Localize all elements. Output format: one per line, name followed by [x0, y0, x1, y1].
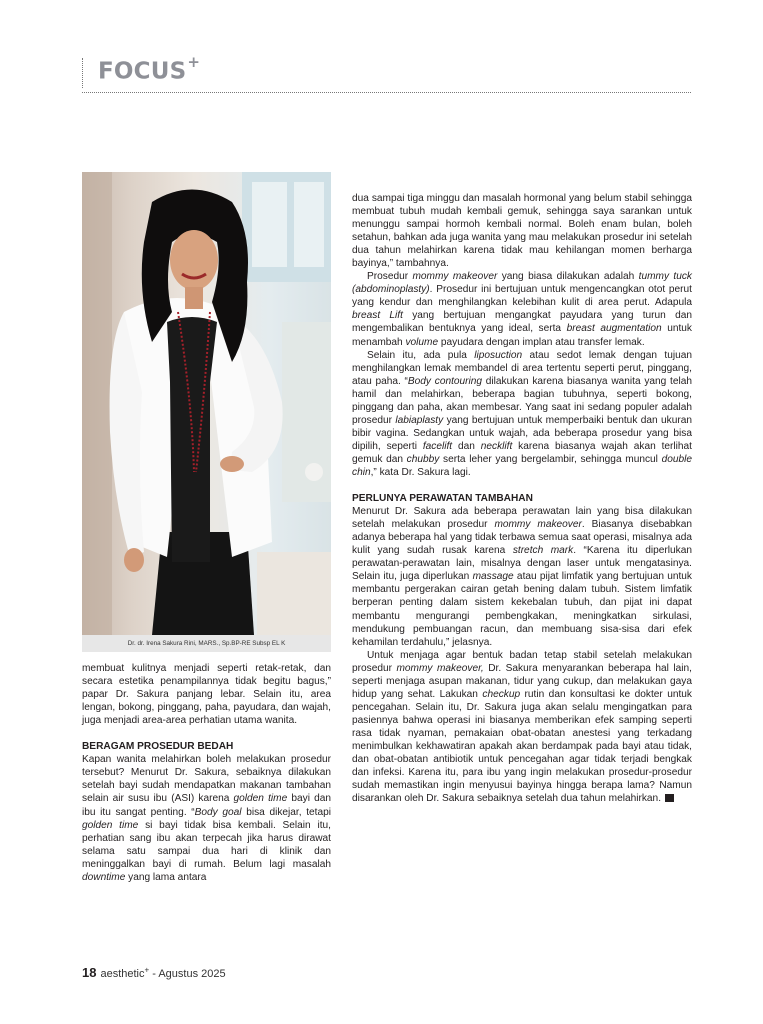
- section-title: FOCUS+: [98, 53, 201, 85]
- spacer: [82, 727, 331, 740]
- left-column: [82, 662, 331, 884]
- issue-date: - Agustus 2025: [149, 968, 226, 980]
- magazine-name: aesthetic+: [100, 965, 150, 980]
- right-column: [352, 192, 692, 805]
- end-mark-icon: a+: [665, 794, 674, 802]
- portrait-photo: [82, 172, 331, 635]
- paragraph: Selain itu, ada pula liposuction atau sedot lemak dengan tujuan menghilangkan lemak membandel di area tertentu seperti perut, pinggang, atau paha. “Body contouring dilakukan karena biasanya wanita yang telah hamil dan melahirkan, beberapa bagian tubuhnya, seperti bokong, pinggang dan paha, akan membesar. Yang saat ini sedang populer adalah prosedur labiaplasty yang bertujuan untuk memperbaiki bentuk dan ukuran bibir vagina. Sedangkan untuk wajah, ada beberapa prosedur yang bisa dipilih, seperti facelift dan necklift karena biasanya wajah akan terlihat gemuk dan chubby serta leher yang bergelambir, sehingga muncul double chin,” kata Dr. Sakura lagi.: [352, 349, 692, 478]
- header-rule: [82, 92, 691, 93]
- paragraph: membuat kulitnya menjadi seperti retak-retak, dan secara estetika penampilannya tidak begitu bagus,” papar Dr. Sakura panjang lebar. Selain itu, area lengan, bokong, pinggang, paha, payudara, dan wajah, juga menjadi area-area perhatian utama wanita.: [82, 663, 331, 727]
- spacer: [352, 479, 692, 492]
- paragraph: Kapan wanita melahirkan boleh melakukan prosedur tersebut? Menurut Dr. Sakura, sebaiknya dilakukan setelah bayi sudah mendapatkan makanan tambahan selain air susu ibu (ASI) karena golden time bayi dan ibu itu sangat penting. “Body goal bisa dikejar, tetapi golden time si bayi tidak bisa kembali. Selain itu, perhatian sang ibu akan terpecah jika harus dirawat selama satu sampai dua hari di klinik dan meninggalkan bayi di rumah. Belum lagi masalah downtime yang lama antara: [82, 754, 331, 883]
- subheading: BERAGAM PROSEDUR BEDAH: [82, 741, 234, 753]
- subheading: PERLUNYA PERAWATAN TAMBAHAN: [352, 493, 533, 505]
- section-header: [82, 55, 691, 95]
- page-footer: [82, 965, 226, 980]
- paragraph: Untuk menjaga agar bentuk badan tetap stabil setelah melakukan prosedur mommy makeover, Dr. Sakura menyarankan beberapa hal lain, seperti menjaga asupan makanan, tidur yang cukup, dan melakukan gaya hidup yang sehat. Lakukan checkup rutin dan konsultasi ke dokter untuk pencegahan. Selain itu, Dr. Sakura juga akan selalu mengingatkan para pasiennya bahwa operasi ini biasanya memberikan efek samping seperti rasa tidak nyaman, pemakaian obat-obatan anestesi yang terkadang menimbulkan kekhawatiran apakah akan berdampak pada bayi atau tidak, dan obat-obatan antibiotik untuk pencegahan agar tidak terjadi bengkak dan infeksi. Karena itu, para ibu yang ingin melakukan prosedur-prosedur sudah memastikan ingin menyusui bayinya hingga berapa lama? Namun disarankan oleh Dr. Sakura sebaiknya setelah dua tahun melahirkan. a+: [352, 649, 692, 805]
- photo-caption: Dr. dr. Irena Sakura Rini, MARS., Sp.BP-RE Subsp EL K: [82, 635, 331, 652]
- paragraph: Prosedur mommy makeover yang biasa dilakukan adalah tummy tuck (abdominoplasty). Prosedur ini bertujuan untuk mengencangkan otot perut yang kendur dan menghilangkan kelebihan kulit di area perut. Adapula breast Lift yang bertujuan mengangkat payudara yang turun dan mengembalikan bentuknya yang ideal, serta breast augmentation untuk menambah volume payudara dengan implan atau transfer lemak.: [352, 271, 692, 348]
- header-divider: [82, 58, 83, 88]
- paragraph: Menurut Dr. Sakura ada beberapa perawatan lain yang bisa dilakukan setelah melakukan prosedur mommy makeover. Biasanya disebabkan adanya beberapa hal yang tidak terbawa semua saat operasi, misalnya ada kulit yang sudah rusak karena stretch mark. “Karena itu diperlukan perawatan-perawatan lain, misalnya dengan laser untuk mengatasinya. Selain itu, juga diperlukan massage atau pijat limfatik yang bertujuan untuk membantu pergerakan cairan getah bening dalam tubuh. Sistem limfatik berperan penting dalam sistem kekebalan tubuh, dan pijat ini dapat membantu mengurangi pembengkakan, meningkatkan sirkulasi, mendukung pembuangan racun, dan membuang sisa-sisa dari efek kehamilan terdahulu,” jelasnya.: [352, 506, 693, 648]
- page-number: 18: [82, 965, 97, 980]
- paragraph: dua sampai tiga minggu dan masalah hormonal yang belum stabil sehingga membuat tubuh mudah kembali gemuk, sehingga saya sarankan untuk menunggu sampai hormoh kembali normal. Boleh enam bulan, boleh setahun, bahkan ada juga wanita yang mau melakukan prosedur ini setelah dua tahun melahirkan karena tidak mau kehilangan momen berharga bayinya,” tambahnya.: [352, 193, 692, 270]
